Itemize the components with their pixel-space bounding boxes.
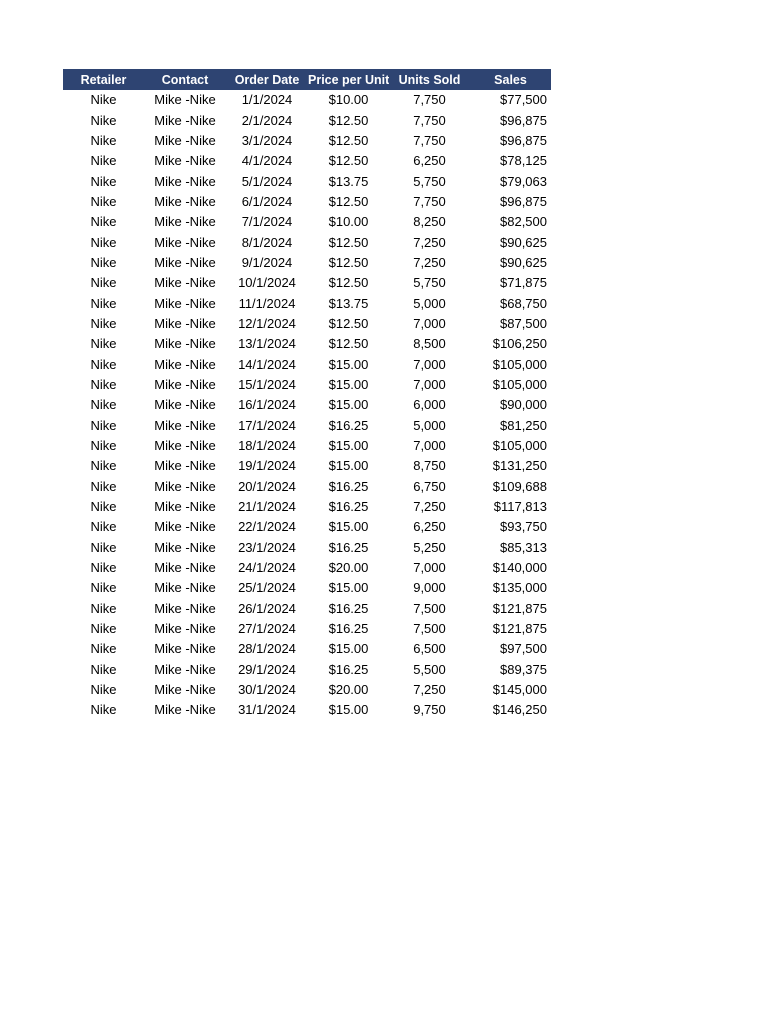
price-per-unit-cell[interactable]: $15.00 (328, 519, 369, 535)
table-row (63, 110, 551, 130)
contact-cell[interactable]: Mike -Nike (154, 458, 216, 474)
order-date-cell[interactable]: 5/1/2024 (241, 173, 293, 189)
price-per-unit-cell[interactable]: $15.00 (328, 356, 369, 372)
order-date-cell[interactable]: 15/1/2024 (238, 376, 296, 392)
order-date-cell[interactable]: 7/1/2024 (241, 214, 293, 230)
price-per-unit-cell[interactable]: $12.50 (328, 132, 369, 148)
retailer-cell[interactable]: Nike (90, 661, 117, 677)
order-date-cell[interactable]: 1/1/2024 (241, 92, 293, 108)
retailer-cell[interactable]: Nike (90, 92, 117, 108)
retailer-cell[interactable]: Nike (90, 560, 117, 576)
contact-cell[interactable]: Mike -Nike (154, 702, 216, 718)
units-sold-cell[interactable]: 7,750 (413, 193, 446, 209)
contact-cell[interactable]: Mike -Nike (154, 397, 216, 413)
sales-cell[interactable]: $121,875 (492, 621, 547, 637)
table-row (63, 416, 551, 436)
contact-cell[interactable]: Mike -Nike (154, 92, 216, 108)
price-per-unit-cell[interactable]: $20.00 (328, 560, 369, 576)
order-date-cell[interactable]: 6/1/2024 (241, 193, 293, 209)
order-date-cell[interactable]: 24/1/2024 (238, 560, 296, 576)
contact-cell[interactable]: Mike -Nike (154, 417, 216, 433)
contact-cell[interactable]: Mike -Nike (154, 254, 216, 270)
units-sold-cell[interactable]: 9,000 (413, 580, 446, 596)
units-sold-cell[interactable]: 5,250 (413, 539, 446, 555)
sales-cell[interactable]: $146,250 (492, 702, 547, 718)
price-per-unit-cell[interactable]: $15.00 (328, 641, 369, 657)
order-date-cell[interactable]: 30/1/2024 (238, 682, 296, 698)
price-per-unit-cell[interactable]: $20.00 (328, 682, 369, 698)
retailer-cell[interactable]: Nike (90, 214, 117, 230)
retailer-cell[interactable]: Nike (90, 153, 117, 169)
order-date-cell[interactable]: 26/1/2024 (238, 600, 296, 616)
units-sold-cell[interactable]: 8,500 (413, 336, 446, 352)
price-per-unit-cell[interactable]: $16.25 (328, 499, 369, 515)
price-per-unit-cell[interactable]: $12.50 (328, 315, 369, 331)
contact-cell[interactable]: Mike -Nike (154, 621, 216, 637)
contact-cell[interactable]: Mike -Nike (154, 641, 216, 657)
column-header-contact[interactable]: Contact (161, 72, 209, 87)
table-row (63, 90, 551, 110)
order-date-cell[interactable]: 17/1/2024 (238, 417, 296, 433)
table-row (63, 293, 551, 313)
order-date-cell[interactable]: 25/1/2024 (238, 580, 296, 596)
table-row (63, 578, 551, 598)
order-date-cell[interactable]: 20/1/2024 (238, 478, 296, 494)
sales-cell[interactable]: $105,000 (492, 438, 547, 454)
retailer-cell[interactable]: Nike (90, 173, 117, 189)
price-per-unit-cell[interactable]: $12.50 (328, 234, 369, 250)
table-row (63, 436, 551, 456)
sales-cell[interactable]: $96,875 (500, 193, 547, 209)
contact-cell[interactable]: Mike -Nike (154, 580, 216, 596)
sales-cell[interactable]: $105,000 (492, 376, 547, 392)
order-date-cell[interactable]: 18/1/2024 (238, 438, 296, 454)
contact-cell[interactable]: Mike -Nike (154, 275, 216, 291)
retailer-cell[interactable]: Nike (90, 600, 117, 616)
table-body (63, 90, 551, 721)
sales-cell[interactable]: $90,625 (500, 234, 547, 250)
units-sold-cell[interactable]: 5,500 (413, 661, 446, 677)
retailer-cell[interactable]: Nike (90, 458, 117, 474)
units-sold-cell[interactable]: 9,750 (413, 702, 446, 718)
column-header-order-date[interactable]: Order Date (234, 72, 300, 87)
price-per-unit-cell[interactable]: $10.00 (328, 214, 369, 230)
order-date-cell[interactable]: 29/1/2024 (238, 661, 296, 677)
sales-cell[interactable]: $90,000 (500, 397, 547, 413)
retailer-cell[interactable]: Nike (90, 193, 117, 209)
table-row (63, 253, 551, 273)
table-row (63, 375, 551, 395)
retailer-cell[interactable]: Nike (90, 682, 117, 698)
retailer-cell[interactable]: Nike (90, 275, 117, 291)
table-row (63, 639, 551, 659)
table-row (63, 456, 551, 476)
units-sold-cell[interactable]: 8,750 (413, 458, 446, 474)
units-sold-cell[interactable]: 7,000 (413, 376, 446, 392)
sales-cell[interactable]: $135,000 (492, 580, 547, 596)
column-header-units-sold[interactable]: Units Sold (398, 72, 461, 87)
units-sold-cell[interactable]: 5,750 (413, 173, 446, 189)
price-per-unit-cell[interactable]: $12.50 (328, 336, 369, 352)
table-row (63, 700, 551, 720)
units-sold-cell[interactable]: 7,750 (413, 92, 446, 108)
retailer-cell[interactable]: Nike (90, 621, 117, 637)
contact-cell[interactable]: Mike -Nike (154, 193, 216, 209)
table-row (63, 232, 551, 252)
sales-cell[interactable]: $79,063 (500, 173, 547, 189)
table-row (63, 599, 551, 619)
retailer-cell[interactable]: Nike (90, 519, 117, 535)
retailer-cell[interactable]: Nike (90, 336, 117, 352)
units-sold-cell[interactable]: 6,500 (413, 641, 446, 657)
order-date-cell[interactable]: 9/1/2024 (241, 254, 293, 270)
order-date-cell[interactable]: 8/1/2024 (241, 234, 293, 250)
table-row (63, 497, 551, 517)
order-date-cell[interactable]: 19/1/2024 (238, 458, 296, 474)
units-sold-cell[interactable]: 7,500 (413, 600, 446, 616)
contact-cell[interactable]: Mike -Nike (154, 295, 216, 311)
sales-cell[interactable]: $121,875 (492, 600, 547, 616)
units-sold-cell[interactable]: 6,250 (413, 519, 446, 535)
sales-cell[interactable]: $71,875 (500, 275, 547, 291)
retailer-cell[interactable]: Nike (90, 438, 117, 454)
sales-cell[interactable]: $68,750 (500, 295, 547, 311)
table-row (63, 334, 551, 354)
table-row (63, 517, 551, 537)
contact-cell[interactable]: Mike -Nike (154, 661, 216, 677)
retailer-cell[interactable]: Nike (90, 580, 117, 596)
units-sold-cell[interactable]: 7,750 (413, 132, 446, 148)
contact-cell[interactable]: Mike -Nike (154, 315, 216, 331)
units-sold-cell[interactable]: 7,500 (413, 621, 446, 637)
sales-cell[interactable]: $140,000 (492, 560, 547, 576)
sales-cell[interactable]: $96,875 (500, 132, 547, 148)
table-row (63, 477, 551, 497)
sales-cell[interactable]: $131,250 (492, 458, 547, 474)
header-row (63, 69, 551, 90)
units-sold-cell[interactable]: 5,750 (413, 275, 446, 291)
price-per-unit-cell[interactable]: $12.50 (328, 275, 369, 291)
order-date-cell[interactable]: 10/1/2024 (238, 275, 296, 291)
table-row (63, 314, 551, 334)
sales-cell[interactable]: $96,875 (500, 112, 547, 128)
sales-cell[interactable]: $89,375 (500, 661, 547, 677)
table-row (63, 680, 551, 700)
price-per-unit-cell[interactable]: $15.00 (328, 702, 369, 718)
table-row (63, 192, 551, 212)
retailer-cell[interactable]: Nike (90, 478, 117, 494)
order-date-cell[interactable]: 16/1/2024 (238, 397, 296, 413)
price-per-unit-cell[interactable]: $15.00 (328, 397, 369, 413)
table-row (63, 395, 551, 415)
contact-cell[interactable]: Mike -Nike (154, 438, 216, 454)
units-sold-cell[interactable]: 7,000 (413, 315, 446, 331)
price-per-unit-cell[interactable]: $12.50 (328, 193, 369, 209)
units-sold-cell[interactable]: 8,250 (413, 214, 446, 230)
price-per-unit-cell[interactable]: $10.00 (328, 92, 369, 108)
contact-cell[interactable]: Mike -Nike (154, 336, 216, 352)
contact-cell[interactable]: Mike -Nike (154, 682, 216, 698)
contact-cell[interactable]: Mike -Nike (154, 478, 216, 494)
contact-cell[interactable]: Mike -Nike (154, 173, 216, 189)
retailer-cell[interactable]: Nike (90, 254, 117, 270)
sales-cell[interactable]: $87,500 (500, 315, 547, 331)
units-sold-cell[interactable]: 6,000 (413, 397, 446, 413)
price-per-unit-cell[interactable]: $16.25 (328, 478, 369, 494)
table-row (63, 171, 551, 191)
sales-cell[interactable]: $117,813 (493, 499, 547, 515)
order-date-cell[interactable]: 11/1/2024 (238, 295, 296, 311)
retailer-cell[interactable]: Nike (90, 702, 117, 718)
table-header (63, 69, 551, 90)
retailer-cell[interactable]: Nike (90, 112, 117, 128)
price-per-unit-cell[interactable]: $16.25 (328, 600, 369, 616)
retailer-cell[interactable]: Nike (90, 132, 117, 148)
retailer-cell[interactable]: Nike (90, 315, 117, 331)
order-date-cell[interactable]: 3/1/2024 (241, 132, 293, 148)
sales-cell[interactable]: $105,000 (492, 356, 547, 372)
contact-cell[interactable]: Mike -Nike (154, 356, 216, 372)
table-row (63, 354, 551, 374)
table-row (63, 660, 551, 680)
order-date-cell[interactable]: 4/1/2024 (241, 153, 293, 169)
retailer-cell[interactable]: Nike (90, 641, 117, 657)
order-date-cell[interactable]: 21/1/2024 (238, 499, 296, 515)
units-sold-cell[interactable]: 7,250 (413, 234, 446, 250)
retailer-cell[interactable]: Nike (90, 295, 117, 311)
price-per-unit-cell[interactable]: $16.25 (328, 621, 369, 637)
price-per-unit-cell[interactable]: $12.50 (328, 112, 369, 128)
table-row (63, 558, 551, 578)
price-per-unit-cell[interactable]: $16.25 (328, 661, 369, 677)
sales-cell[interactable]: $77,500 (500, 92, 547, 108)
table-row (63, 619, 551, 639)
units-sold-cell[interactable]: 6,750 (413, 478, 446, 494)
column-header-price-per-unit[interactable]: Price per Unit (308, 72, 389, 87)
price-per-unit-cell[interactable]: $13.75 (328, 295, 369, 311)
price-per-unit-cell[interactable]: $15.00 (328, 580, 369, 596)
contact-cell[interactable]: Mike -Nike (154, 214, 216, 230)
contact-cell[interactable]: Mike -Nike (154, 499, 216, 515)
contact-cell[interactable]: Mike -Nike (154, 132, 216, 148)
retailer-cell[interactable]: Nike (90, 499, 117, 515)
contact-cell[interactable]: Mike -Nike (154, 153, 216, 169)
units-sold-cell[interactable]: 7,250 (413, 682, 446, 698)
units-sold-cell[interactable]: 7,000 (413, 560, 446, 576)
sales-cell[interactable]: $93,750 (500, 519, 547, 535)
table-row (63, 538, 551, 558)
order-date-cell[interactable]: 22/1/2024 (238, 519, 296, 535)
units-sold-cell[interactable]: 7,250 (413, 499, 446, 515)
sales-cell[interactable]: $78,125 (500, 153, 547, 169)
sales-cell[interactable]: $145,000 (492, 682, 547, 698)
retailer-cell[interactable]: Nike (90, 397, 117, 413)
sales-cell[interactable]: $97,500 (500, 641, 547, 657)
units-sold-cell[interactable]: 7,750 (413, 112, 446, 128)
retailer-cell[interactable]: Nike (90, 356, 117, 372)
order-date-cell[interactable]: 31/1/2024 (238, 702, 296, 718)
column-header-retailer[interactable]: Retailer (80, 72, 127, 87)
contact-cell[interactable]: Mike -Nike (154, 560, 216, 576)
units-sold-cell[interactable]: 7,000 (413, 356, 446, 372)
price-per-unit-cell[interactable]: $16.25 (328, 417, 369, 433)
order-date-cell[interactable]: 27/1/2024 (238, 621, 296, 637)
price-per-unit-cell[interactable]: $12.50 (328, 254, 369, 270)
contact-cell[interactable]: Mike -Nike (154, 519, 216, 535)
units-sold-cell[interactable]: 7,250 (413, 254, 446, 270)
sales-cell[interactable]: $81,250 (500, 417, 547, 433)
table-row (63, 273, 551, 293)
contact-cell[interactable]: Mike -Nike (154, 600, 216, 616)
order-date-cell[interactable]: 12/1/2024 (238, 315, 296, 331)
price-per-unit-cell[interactable]: $15.00 (328, 458, 369, 474)
units-sold-cell[interactable]: 6,250 (413, 153, 446, 169)
order-date-cell[interactable]: 28/1/2024 (238, 641, 296, 657)
price-per-unit-cell[interactable]: $16.25 (328, 539, 369, 555)
table-row (63, 151, 551, 171)
table-row (63, 131, 551, 151)
units-sold-cell[interactable]: 7,000 (413, 438, 446, 454)
sales-cell[interactable]: $85,313 (500, 539, 547, 555)
sales-cell[interactable]: $109,688 (492, 478, 547, 494)
contact-cell[interactable]: Mike -Nike (154, 539, 216, 555)
retailer-cell[interactable]: Nike (90, 376, 117, 392)
sales-table-container (63, 69, 551, 721)
column-header-sales[interactable]: Sales (494, 72, 527, 87)
price-per-unit-cell[interactable]: $15.00 (328, 376, 369, 392)
units-sold-cell[interactable]: 5,000 (413, 295, 446, 311)
order-date-cell[interactable]: 13/1/2024 (238, 336, 296, 352)
sales-cell[interactable]: $82,500 (500, 214, 547, 230)
price-per-unit-cell[interactable]: $15.00 (328, 438, 369, 454)
table-row (63, 212, 551, 232)
price-per-unit-cell[interactable]: $13.75 (328, 173, 369, 189)
contact-cell[interactable]: Mike -Nike (154, 112, 216, 128)
contact-cell[interactable]: Mike -Nike (154, 376, 216, 392)
sales-cell[interactable]: $90,625 (500, 254, 547, 270)
order-date-cell[interactable]: 2/1/2024 (241, 112, 293, 128)
sales-cell[interactable]: $106,250 (492, 336, 547, 352)
retailer-cell[interactable]: Nike (90, 417, 117, 433)
units-sold-cell[interactable]: 5,000 (413, 417, 446, 433)
retailer-cell[interactable]: Nike (90, 234, 117, 250)
price-per-unit-cell[interactable]: $12.50 (328, 153, 369, 169)
sales-table (63, 69, 551, 721)
retailer-cell[interactable]: Nike (90, 539, 117, 555)
order-date-cell[interactable]: 23/1/2024 (238, 539, 296, 555)
order-date-cell[interactable]: 14/1/2024 (238, 356, 296, 372)
contact-cell[interactable]: Mike -Nike (154, 234, 216, 250)
